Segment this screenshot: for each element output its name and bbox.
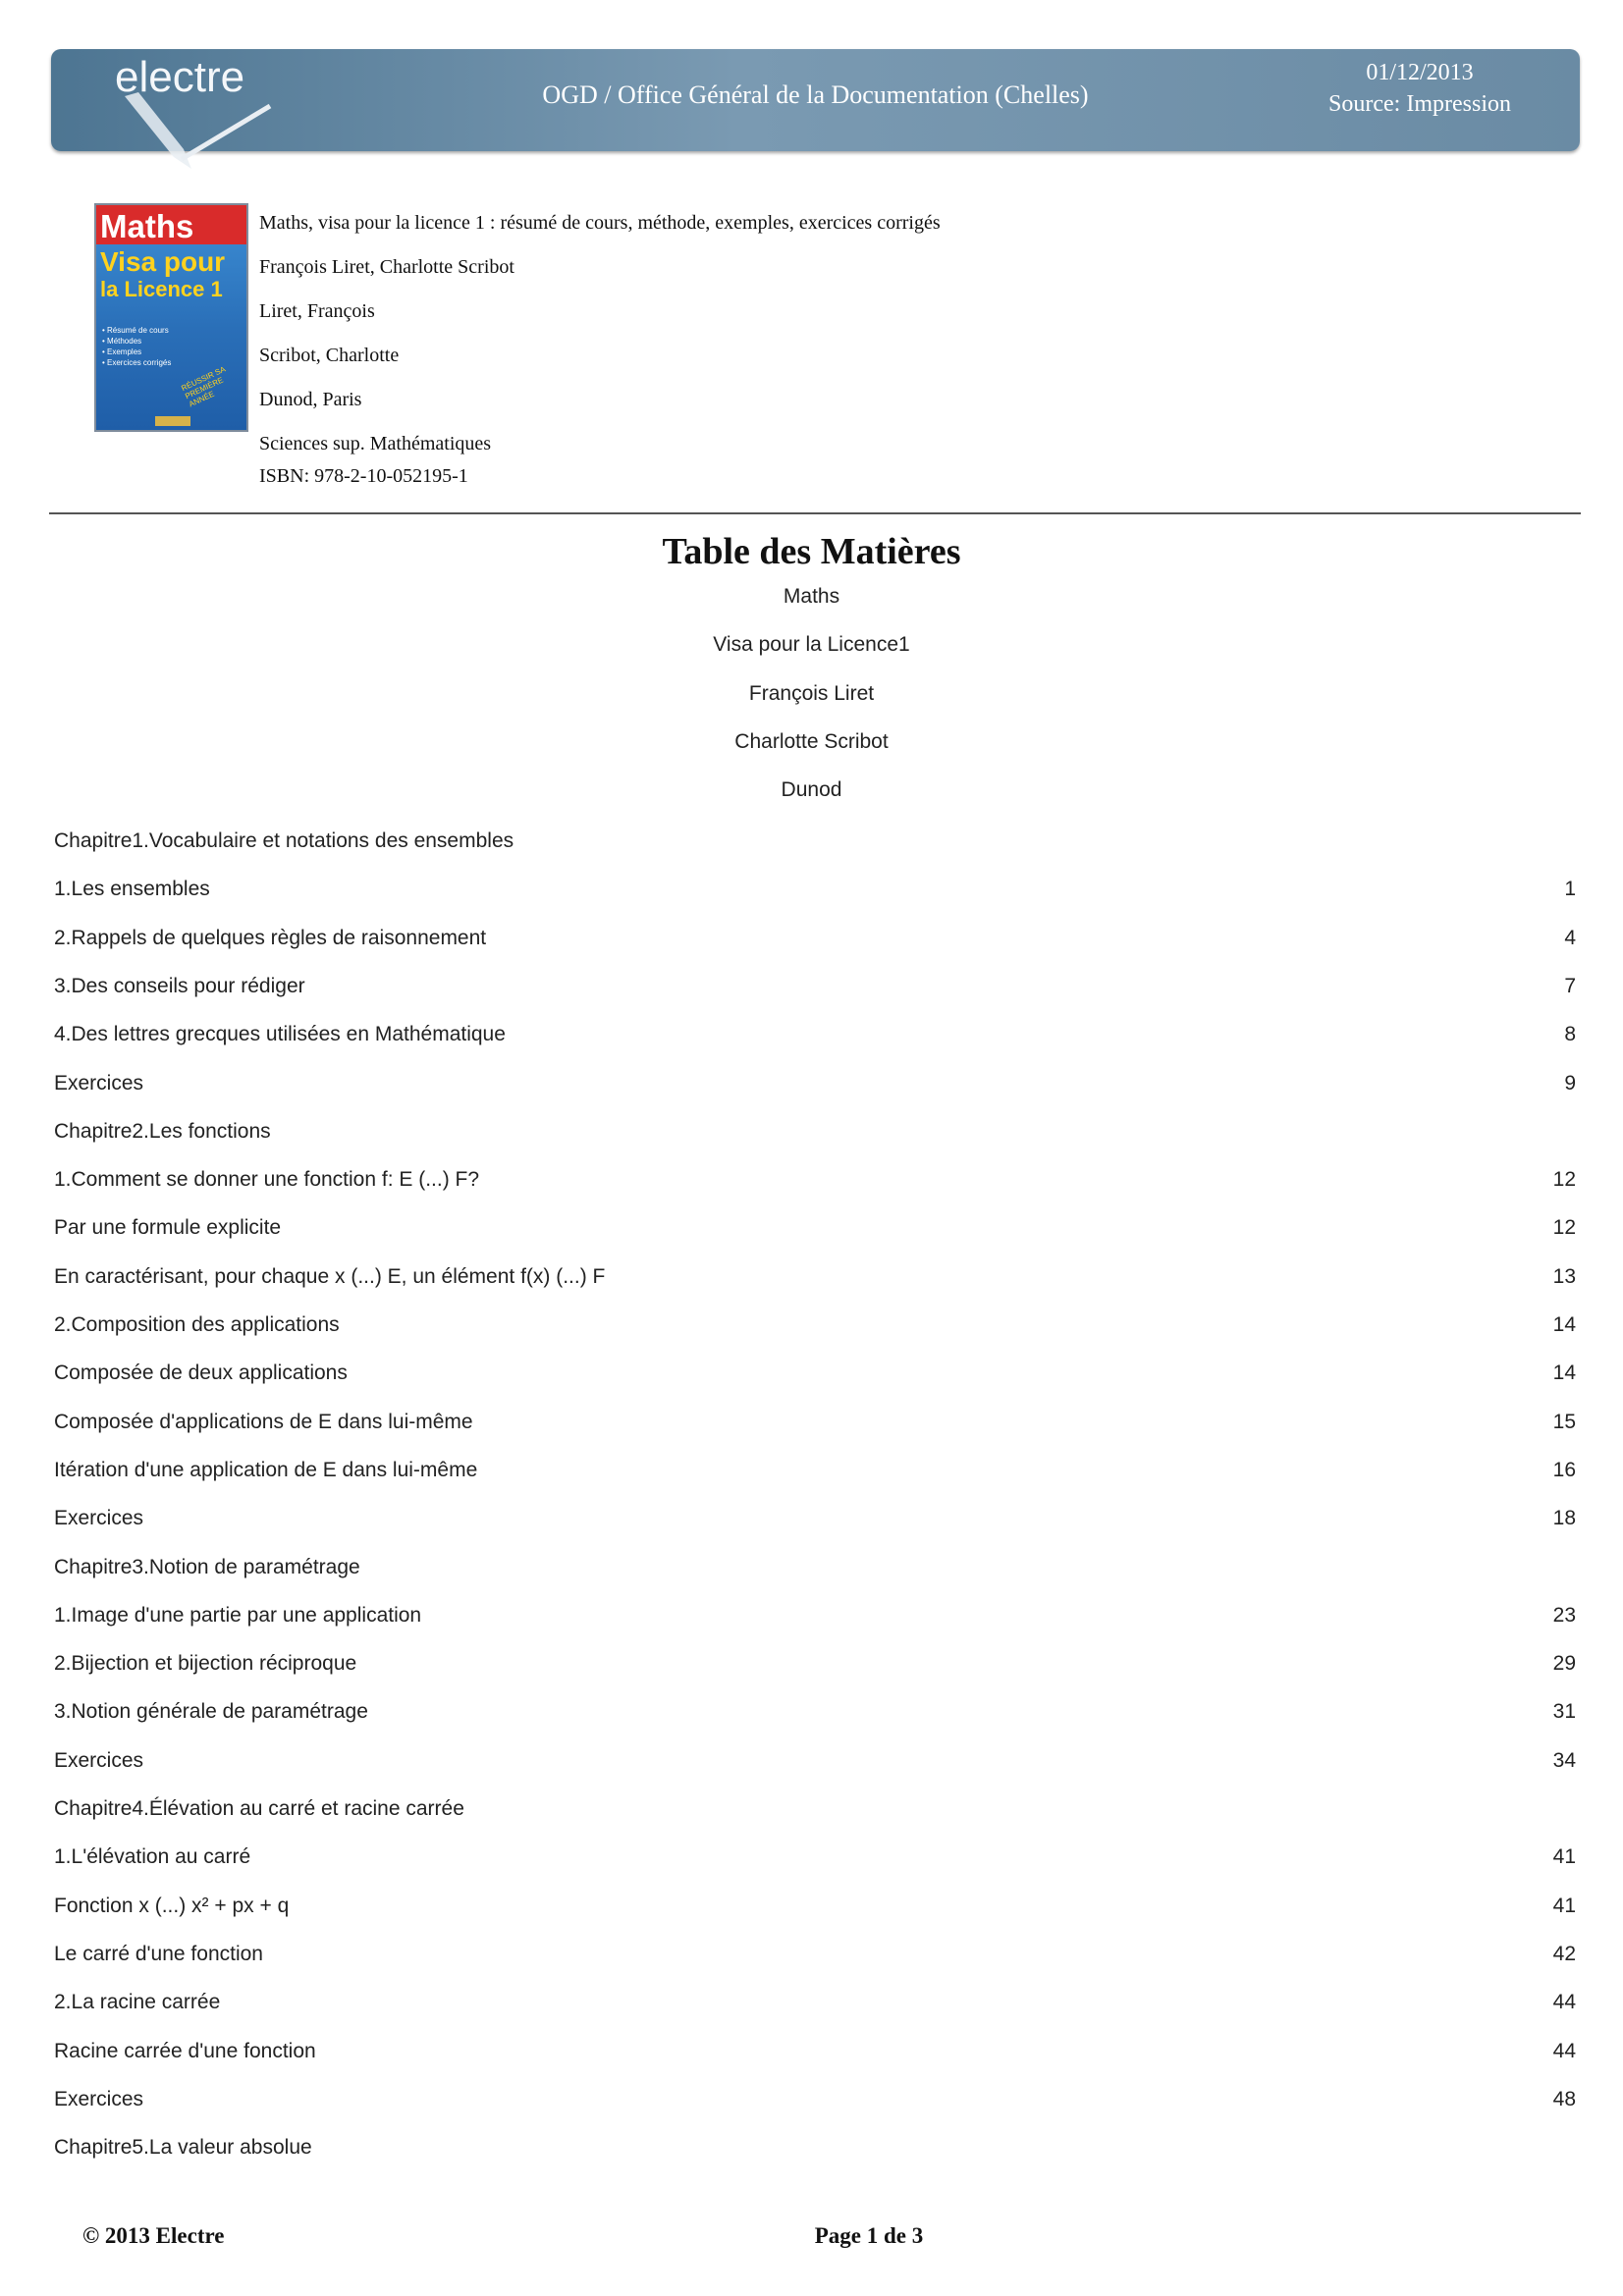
toc-entry-label: Chapitre2.Les fonctions	[54, 1119, 271, 1143]
toc-entry[interactable]	[54, 1168, 1576, 1198]
toc-entry-label: Exercices	[54, 2087, 144, 2110]
toc-entry-page: 14	[1552, 1313, 1576, 1336]
book-authors: François Liret, Charlotte Scribot	[259, 256, 514, 278]
toc-entry-page: 18	[1552, 1507, 1576, 1530]
header-meta	[1328, 57, 1511, 120]
toc-entry-page: 44	[1552, 2039, 1576, 2062]
toc-entry-label: Le carré d'une fonction	[54, 1942, 263, 1965]
toc-entry-label: 3.Notion générale de paramétrage	[54, 1700, 368, 1724]
footer-page-number: Page 1 de 3	[814, 2223, 924, 2248]
toc-entry-label: Composée d'applications de E dans lui-même	[54, 1410, 473, 1433]
toc-entry-label: 2.Rappels de quelques règles de raisonnement	[54, 926, 487, 949]
toc-entry-page: 29	[1552, 1652, 1576, 1676]
toc-entry[interactable]	[54, 1991, 1576, 2020]
toc-entry[interactable]	[54, 1120, 1576, 1149]
toc-entry-label: En caractérisant, pour chaque x (...) E, un élément f(x) (...) F	[54, 1264, 606, 1288]
toc-subtitle: François Liret	[748, 681, 875, 705]
book-publisher: Dunod, Paris	[259, 389, 362, 410]
footer-copyright: © 2013 Electre	[82, 2223, 225, 2248]
toc-entry-page: 48	[1552, 2087, 1576, 2110]
toc-entry[interactable]	[54, 1265, 1576, 1295]
toc-entry-label: Composée de deux applications	[54, 1362, 348, 1385]
cover-bullet: • Exemples	[102, 347, 142, 356]
toc-entry-page: 13	[1552, 1264, 1576, 1288]
toc-entry[interactable]	[54, 1023, 1576, 1052]
toc-entry-page: 12	[1552, 1216, 1576, 1240]
book-author-1: Liret, François	[259, 300, 375, 322]
toc-entry-label: Exercices	[54, 1507, 144, 1530]
toc-entry[interactable]	[54, 1943, 1576, 1972]
book-title: Maths, visa pour la licence 1 : résumé de cours, méthode, exemples, exercices corrigés	[259, 212, 941, 234]
toc-subtitle: Maths	[783, 585, 840, 608]
toc-entry-page: 31	[1552, 1700, 1576, 1724]
divider	[49, 512, 1581, 514]
toc-entry-page: 42	[1552, 1942, 1576, 1965]
toc-entry[interactable]	[54, 2088, 1576, 2117]
toc-entry-page: 9	[1564, 1071, 1576, 1095]
toc-entry[interactable]	[54, 927, 1576, 956]
toc-entry[interactable]	[54, 975, 1576, 1004]
toc-entry[interactable]	[54, 1700, 1576, 1730]
report-header	[51, 49, 1580, 151]
cover-subtitle-line2: la Licence 1	[100, 277, 223, 301]
cover-subtitle	[100, 248, 225, 303]
toc-entry-page: 7	[1564, 974, 1576, 997]
toc-entry-label: 2.La racine carrée	[54, 1991, 221, 2014]
toc-entry-label: 1.Image d'une partie par une application	[54, 1603, 422, 1627]
toc-entry[interactable]	[54, 1749, 1576, 1779]
toc-entry[interactable]	[54, 1411, 1576, 1440]
toc-entry-page: 44	[1552, 1991, 1576, 2014]
book-isbn: ISBN: 978-2-10-052195-1	[259, 465, 468, 487]
toc-entry[interactable]	[54, 1556, 1576, 1585]
toc-entry-label: Chapitre5.La valeur absolue	[54, 2136, 312, 2160]
header-source: Source: Impression	[1328, 91, 1511, 117]
toc-entry-label: Fonction x (...) x² + px + q	[54, 1894, 290, 1917]
book-cover	[94, 203, 248, 432]
toc-entry[interactable]	[54, 1072, 1576, 1101]
toc-entry-page: 15	[1552, 1410, 1576, 1433]
toc-entry[interactable]	[54, 1216, 1576, 1246]
toc-entry-label: Chapitre4.Élévation au carré et racine carrée	[54, 1797, 464, 1820]
toc-entry-page: 23	[1552, 1603, 1576, 1627]
book-series: Sciences sup. Mathématiques	[259, 433, 492, 454]
toc-entry[interactable]	[54, 1652, 1576, 1682]
toc-entry-page: 16	[1552, 1458, 1576, 1481]
header-title: OGD / Office Général de la Documentation (Chelles)	[542, 80, 1089, 109]
cover-bullets	[102, 325, 171, 368]
toc-entry[interactable]	[54, 1604, 1576, 1633]
toc-subtitle: Charlotte Scribot	[734, 729, 889, 753]
toc-subtitle: Dunod	[781, 778, 842, 802]
toc-entry-label: Par une formule explicite	[54, 1216, 282, 1240]
toc-entry-label: 1.Comment se donner une fonction f: E (...) F?	[54, 1168, 480, 1192]
publisher-mark	[155, 416, 190, 426]
toc-entry[interactable]	[54, 1459, 1576, 1488]
toc-entry[interactable]	[54, 2040, 1576, 2069]
toc-entry-page: 1	[1564, 878, 1576, 901]
toc-entry-page: 41	[1552, 1845, 1576, 1869]
toc-entry[interactable]	[54, 1507, 1576, 1536]
cover-stamp: RÉUSSIR SA PREMIÈRE ANNÉE	[180, 364, 227, 409]
toc-entry-label: 2.Composition des applications	[54, 1313, 340, 1336]
toc-entry-label: 1.Les ensembles	[54, 878, 210, 901]
header-date: 01/12/2013	[1366, 60, 1474, 85]
toc-entry-page: 34	[1552, 1748, 1576, 1772]
toc-entry[interactable]	[54, 2136, 1576, 2165]
book-author-2: Scribot, Charlotte	[259, 345, 400, 366]
toc-entry-label: Itération d'une application de E dans lui-même	[54, 1458, 478, 1481]
toc-entry-label: Exercices	[54, 1071, 144, 1095]
cover-bullet: • Méthodes	[102, 337, 142, 346]
toc-entry-label: Racine carrée d'une fonction	[54, 2039, 316, 2062]
toc-entry[interactable]	[54, 878, 1576, 907]
toc-entry-label: Chapitre3.Notion de paramétrage	[54, 1555, 360, 1578]
toc-entry-label: 3.Des conseils pour rédiger	[54, 974, 305, 997]
toc-entry-page: 14	[1552, 1362, 1576, 1385]
toc-entry-label: 2.Bijection et bijection réciproque	[54, 1652, 357, 1676]
toc-entry[interactable]	[54, 829, 1576, 859]
toc-entry[interactable]	[54, 1895, 1576, 1924]
toc-entry-page: 41	[1552, 1894, 1576, 1917]
toc-entry[interactable]	[54, 1362, 1576, 1391]
toc-entry-page: 4	[1564, 926, 1576, 949]
toc-subtitle: Visa pour la Licence1	[713, 633, 910, 657]
toc-entry-label: Exercices	[54, 1748, 144, 1772]
cover-subtitle-line1: Visa pour	[100, 246, 226, 277]
toc-entry[interactable]	[54, 1845, 1576, 1875]
toc-entry-label: Chapitre1.Vocabulaire et notations des ensembles	[54, 829, 514, 852]
cover-title: Maths	[100, 208, 194, 244]
toc-entry-page: 8	[1564, 1023, 1576, 1046]
toc-entry[interactable]	[54, 1797, 1576, 1827]
toc-entry-label: 1.L'élévation au carré	[54, 1845, 251, 1869]
logo-text: electre	[115, 53, 245, 101]
cover-bullet: • Résumé de cours	[102, 326, 169, 335]
toc-title: Table des Matières	[662, 531, 961, 572]
toc-entry-page: 12	[1552, 1168, 1576, 1192]
cover-bullet: • Exercices corrigés	[102, 358, 172, 367]
toc-entry-label: 4.Des lettres grecques utilisées en Mathématique	[54, 1023, 506, 1046]
toc-entry[interactable]	[54, 1313, 1576, 1343]
